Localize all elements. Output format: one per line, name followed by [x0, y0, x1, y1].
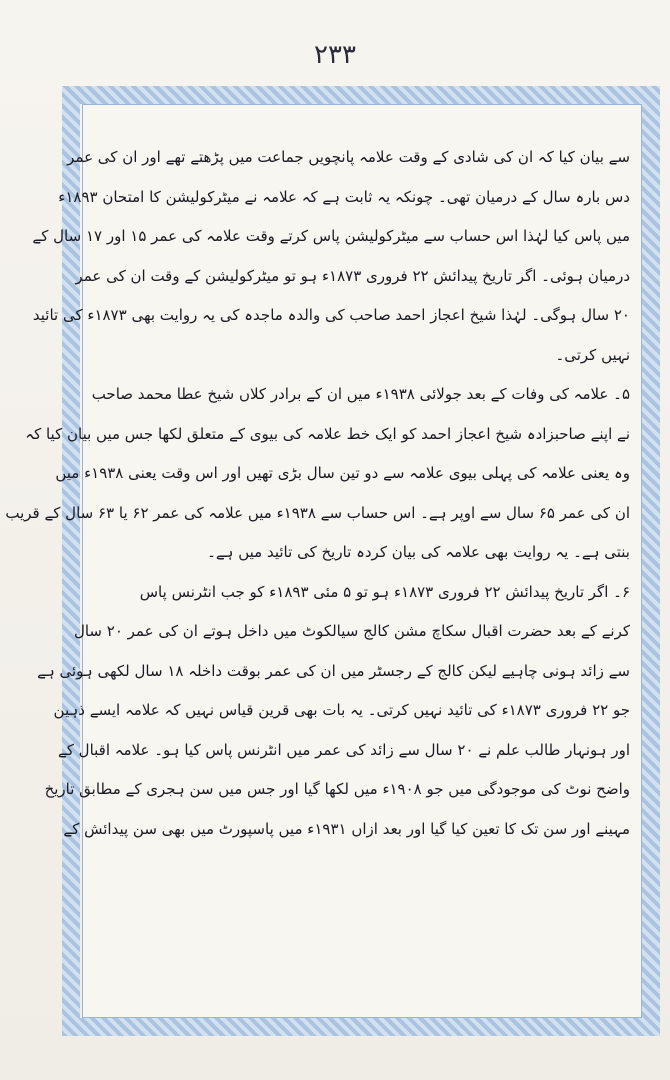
text-line: ۵۔ علامہ کی وفات کے بعد جولائی ۱۹۳۸ء میں ان کے برادر کلاں شیخ عطا محمد صاحب	[91, 385, 630, 403]
text-line: واضح نوٹ کی موجودگی میں جو ۱۹۰۸ء میں لکھا گیا اور جس میں سن ہجری کے مطابق تاریخ	[44, 780, 630, 798]
text-line: ۲۰ سال ہوگی۔ لہٰذا شیخ اعجاز احمد صاحب کی والدہ ماجدہ کی یہ روایت بھی ۱۸۷۳ء کی تائید	[32, 306, 630, 324]
text-line: میں پاس کیا لہٰذا اس حساب سے میٹرکولیشن پاس کرتے وقت علامہ کی عمر ۱۵ اور ۱۷ سال کے	[32, 227, 630, 245]
text-line: ان کی عمر ۶۵ سال سے اوپر ہے۔ اس حساب سے ۱۹۳۸ء میں علامہ کی عمر ۶۲ یا ۶۳ سال کے قریب	[5, 503, 630, 522]
text-line: اور ہونہار طالب علم نے ۲۰ سال سے زائد کی عمر میں انٹرنس پاس کیا ہو۔ علامہ اقبال کے	[57, 740, 630, 759]
text-line: نے اپنے صاحبزادہ شیخ اعجاز احمد کو ایک خط علامہ کی بیوی کے متعلق لکھا جس میں بیان کیا کہ	[25, 424, 630, 443]
text-line: نہیں کرتی۔	[555, 345, 630, 364]
text-line: جو ۲۲ فروری ۱۸۷۳ء کی تائید نہیں کرتی۔ یہ بات بھی قرین قیاس نہیں کہ علامہ ایسے ذہین	[53, 701, 630, 719]
text-line: سے بیان کیا کہ ان کی شادی کے وقت علامہ پانچویں جماعت میں پڑھتے تھے اور ان کی عمر	[67, 148, 630, 166]
body-text	[5, 138, 630, 1018]
text-line: درمیان ہوئی۔ اگر تاریخ پیدائش ۲۲ فروری ۱۸۷۳ء ہو تو میٹرکولیشن کے وقت ان کی عمر	[75, 266, 630, 285]
text-line: کرنے کے بعد حضرت اقبال سکاچ مشن کالج سیالکوٹ میں داخل ہوتے ان کی عمر ۲۰ سال	[73, 622, 630, 640]
paragraph-2	[5, 375, 630, 573]
text-line: بنتی ہے۔ یہ روایت بھی علامہ کی بیان کردہ تاریخ کی تائید میں ہے۔	[207, 543, 630, 561]
paragraph-1	[32, 138, 630, 375]
text-line: وہ یعنی علامہ کی پہلی بیوی علامہ سے دو تین سال بڑی تھیں اور اس وقت یعنی ۱۹۳۸ء میں	[55, 464, 630, 482]
text-line: ۶۔ اگر تاریخ پیدائش ۲۲ فروری ۱۸۷۳ء ہو تو ۵ مئی ۱۸۹۳ء کو جب انٹرنس پاس	[139, 582, 630, 601]
paragraph-3	[37, 573, 630, 850]
text-line: سے زائد ہونی چاہیے لیکن کالج کے رجسٹر میں ان کی عمر بوقت داخلہ ۱۸ سال لکھی ہوئی ہے	[37, 661, 630, 680]
text-line: مہینے اور سن تک کا تعین کیا گیا اور بعد ازاں ۱۹۳۱ء میں پاسپورٹ میں بھی سن پیدائش کے	[63, 819, 630, 838]
page-number: ۲۳۳	[314, 40, 356, 70]
text-line: دس بارہ سال کے درمیان تھی۔ چونکہ یہ ثابت ہے کہ علامہ نے میٹرکولیشن کا امتحان ۱۸۹۳ء	[58, 187, 630, 206]
